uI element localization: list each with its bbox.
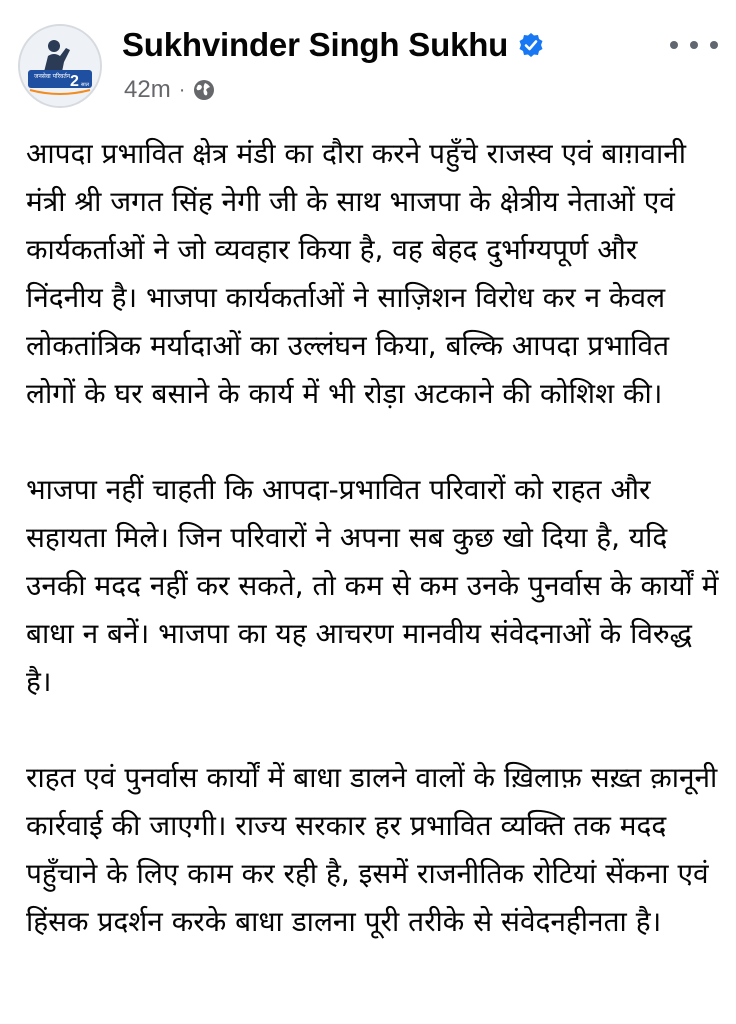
meta-separator: · bbox=[178, 78, 186, 101]
avatar-badge-number: 2 bbox=[70, 73, 79, 90]
author-name[interactable]: Sukhvinder Singh Sukhu bbox=[122, 26, 509, 63]
avatar-image bbox=[20, 26, 100, 106]
globe-icon[interactable] bbox=[193, 79, 215, 101]
avatar[interactable] bbox=[18, 24, 102, 108]
avatar-badge-suffix: साल bbox=[81, 82, 90, 88]
author-line bbox=[122, 26, 544, 64]
post-paragraph: राहत एवं पुनर्वास कार्यों में बाधा डालने वालों के ख़िलाफ़ सख़्त क़ानूनी कार्रवाई की जाएगी। राज्य सरकार हर प्रभावित व्यक्ति तक मदद पहुँचाने के लिए काम कर रही है, इसमें राजनीतिक रोटियां सेंकना एवं हिंसक प्रदर्शन करके बाधा डालना पूरी तरीके से संवेदनहीनता है। bbox=[26, 761, 718, 938]
more-dot bbox=[670, 41, 678, 49]
avatar-badge-text: जनसेवा परिवर्तन bbox=[34, 73, 71, 80]
more-dot bbox=[710, 41, 718, 49]
verified-badge-icon bbox=[518, 32, 544, 58]
post-paragraph: भाजपा नहीं चाहती कि आपदा-प्रभावित परिवारों को राहत और सहायता मिले। जिन परिवारों ने अपना सब कुछ खो दिया है, यदि उनकी मदद नहीं कर सकते, तो कम से कम उनके पुनर्वास के कार्यों में बाधा न बनें। भाजपा का यह आचरण मानवीय संवेदनाओं के विरुद्ध है। bbox=[26, 473, 719, 698]
post-header bbox=[0, 0, 736, 110]
more-options-icon[interactable] bbox=[670, 30, 718, 60]
post-text bbox=[26, 130, 720, 946]
post-paragraph: आपदा प्रभावित क्षेत्र मंडी का दौरा करने पहुँचे राजस्व एवं बाग़वानी मंत्री श्री जगत सिंह नेगी जी के साथ भाजपा के क्षेत्रीय नेताओं एवं कार्यकर्ताओं ने जो व्यवहार किया है, वह बेहद दुर्भाग्यपूर्ण और निंदनीय है। भाजपा कार्यकर्ताओं ने साज़िशन विरोध कर न केवल लोकतांत्रिक मर्यादाओं का उल्लंघन किया, बल्कि आपदा प्रभावित लोगों के घर बसाने के कार्य में भी रोड़ा अटकाने की कोशिश की। bbox=[26, 137, 687, 410]
more-dot bbox=[690, 41, 698, 49]
post-timestamp[interactable]: 42m bbox=[124, 76, 171, 103]
post-meta bbox=[124, 76, 215, 104]
